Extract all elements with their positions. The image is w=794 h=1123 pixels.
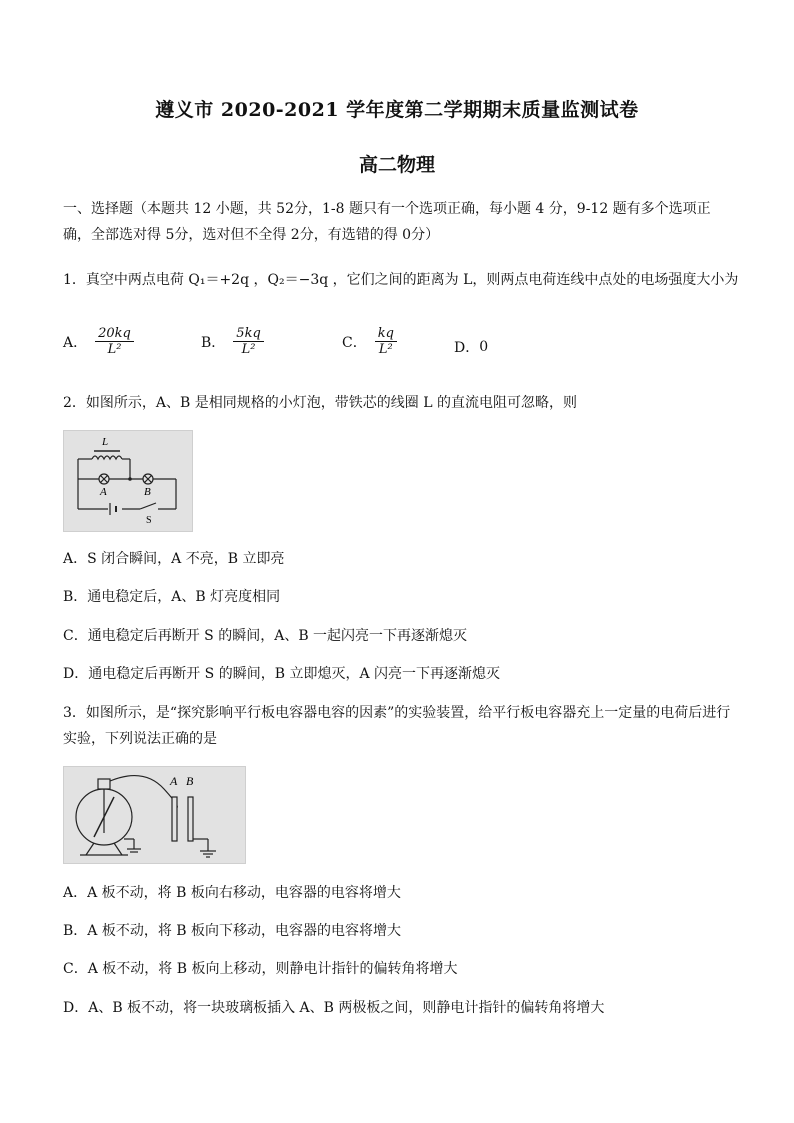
lamp-a-label: A: [100, 486, 107, 498]
option-label: C．: [342, 334, 367, 351]
q2-option-a: A．S 闭合瞬间，A 不亮，B 立即亮: [63, 551, 285, 567]
option-value: 0: [479, 339, 489, 355]
section-heading: 一、选择题（本题共 12 小题，共 52分，1-8 题只有一个选项正确，每小题 4 分，9-12 题有多个选项正确，全部选对得 5分，选对但不全得 2分，有选错的得 0分）: [63, 201, 711, 243]
plate-b-label: B: [186, 774, 194, 788]
question-2-stem: 2．如图所示，A、B 是相同规格的小灯泡，带铁芯的线圈 L 的直流电阻可忽略，则: [63, 395, 577, 411]
lamp-b-label: B: [144, 486, 151, 498]
q2-option-b: B．通电稳定后，A、B 灯亮度相同: [63, 589, 281, 605]
q3-option-a: A．A 板不动，将 B 板向右移动，电容器的电容将增大: [63, 885, 401, 901]
q1-option-d: [454, 337, 488, 357]
subject-title: 高二物理: [358, 154, 435, 176]
numerator: 20kq: [95, 326, 134, 342]
numerator: kq: [375, 326, 397, 342]
denominator: L²: [107, 342, 122, 357]
capacitor-figure: [63, 766, 246, 864]
denominator: L²: [378, 342, 393, 357]
question-3-stem: 3．如图所示，是“探究影响平行板电容器电容的因素”的实验装置，给平行板电容器充上一定量的电荷后进行实验，下列说法正确的是: [63, 705, 731, 747]
q3-option-b: B．A 板不动，将 B 板向下移动，电容器的电容将增大: [63, 923, 402, 939]
q2-option-c: C．通电稳定后再断开 S 的瞬间，A、B 一起闪亮一下再逐渐熄灭: [63, 628, 468, 644]
option-label: A．: [63, 334, 88, 351]
numerator: 5kq: [233, 326, 263, 342]
exam-title: 遵义市 2020-2021 学年度第二学期期末质量监测试卷: [155, 99, 639, 121]
circuit-figure: [63, 430, 193, 532]
option-label: D．: [454, 340, 480, 356]
option-label: B．: [201, 334, 226, 351]
q1-option-c: [342, 326, 397, 357]
electrometer-diagram: [64, 767, 245, 863]
question-1-stem: 1．真空中两点电荷 Q₁＝+2q ，Q₂＝−3q ，它们之间的距离为 L，则两点电荷连线中点处的电场强度大小为: [63, 272, 739, 288]
q1-option-a: [63, 326, 134, 357]
q3-option-c: C．A 板不动，将 B 板向上移动，则静电计指针的偏转角将增大: [63, 961, 458, 977]
denominator: L²: [241, 342, 256, 357]
coil-label: L: [102, 436, 109, 448]
fraction: [95, 326, 134, 357]
plate-a-label: A: [170, 774, 178, 788]
circuit-diagram: [64, 431, 192, 531]
q3-option-d: D．A、B 板不动，将一块玻璃板插入 A、B 两极板之间，则静电计指针的偏转角将增大: [63, 1000, 605, 1016]
q2-option-d: D．通电稳定后再断开 S 的瞬间，B 立即熄灭，A 闪亮一下再逐渐熄灭: [63, 666, 501, 682]
q1-option-b: [201, 326, 264, 357]
fraction: [375, 326, 397, 357]
fraction: [233, 326, 263, 357]
switch-label: S: [146, 515, 152, 526]
